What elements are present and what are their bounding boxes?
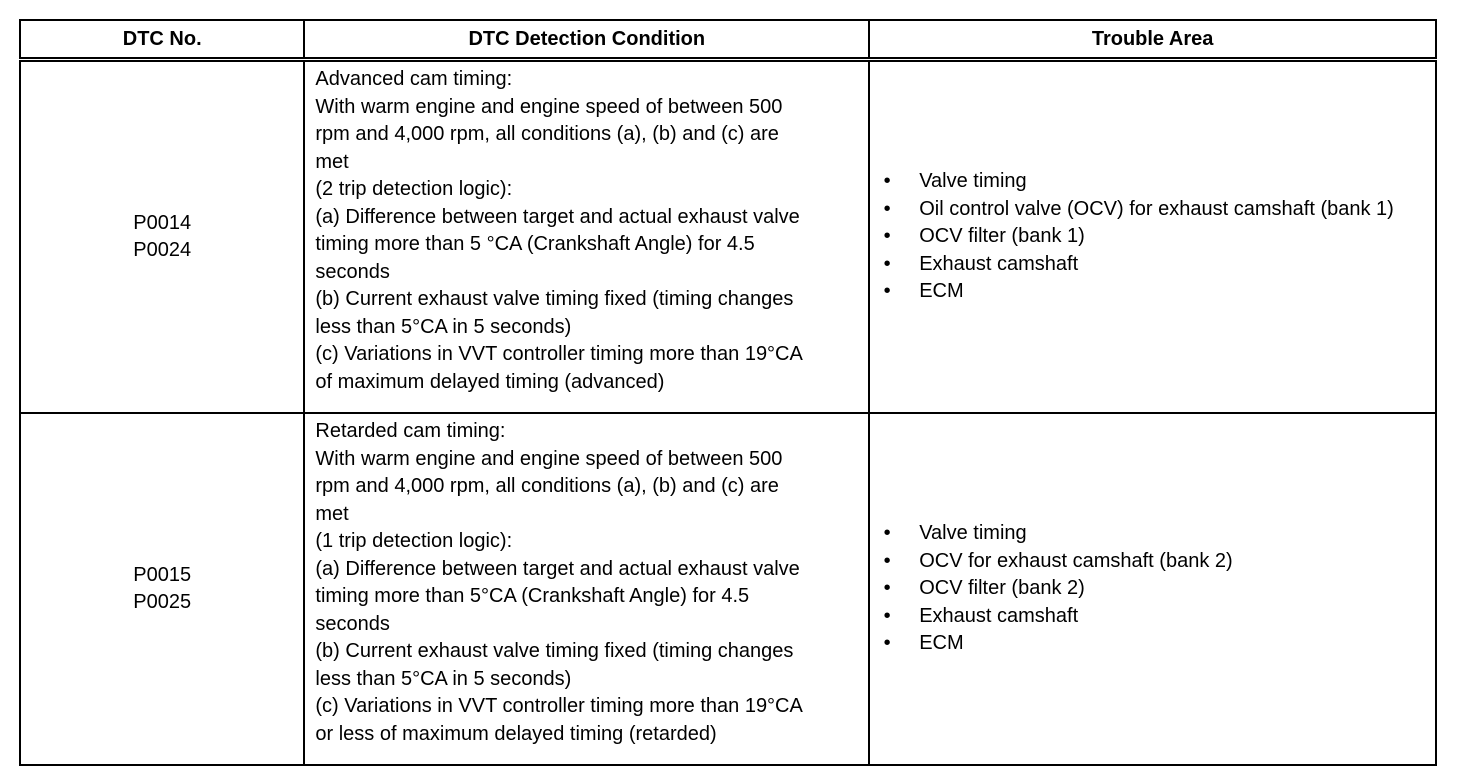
condition-line: timing more than 5 °CA (Crankshaft Angle) for 4.5 bbox=[315, 233, 755, 255]
condition-line: (a) Difference between target and actual exhaust valve bbox=[315, 557, 800, 580]
condition-line: (b) Current exhaust valve timing fixed (timing changes bbox=[315, 288, 794, 310]
trouble-area-item bbox=[880, 520, 1425, 548]
bullet-icon: • bbox=[883, 225, 891, 248]
trouble-area-item bbox=[880, 168, 1425, 196]
condition-line: (2 trip detection logic): bbox=[315, 178, 513, 200]
trouble-area-list bbox=[880, 168, 1425, 306]
trouble-area-item bbox=[880, 278, 1425, 306]
bullet-icon: • bbox=[883, 604, 891, 627]
condition-line: seconds bbox=[315, 612, 390, 635]
detection-condition-cell bbox=[304, 413, 869, 765]
table-row bbox=[20, 60, 1436, 414]
condition-line: less than 5°CA in 5 seconds) bbox=[315, 315, 572, 338]
trouble-area-item bbox=[880, 548, 1425, 576]
trouble-area-text: OCV filter (bank 1) bbox=[919, 225, 1085, 248]
condition-line: less than 5°CA in 5 seconds) bbox=[315, 667, 572, 690]
condition-line: Advanced cam timing: bbox=[315, 68, 513, 90]
bullet-icon: • bbox=[883, 632, 891, 655]
condition-line: (c) Variations in VVT controller timing more than 19°CA bbox=[315, 343, 803, 365]
trouble-area-list bbox=[880, 520, 1425, 658]
trouble-area-text: ECM bbox=[919, 280, 964, 303]
trouble-area-item bbox=[880, 630, 1425, 658]
condition-line: of maximum delayed timing (advanced) bbox=[315, 370, 665, 393]
condition-line: (a) Difference between target and actual exhaust valve bbox=[315, 205, 800, 228]
header-detection-condition: DTC Detection Condition bbox=[304, 20, 869, 60]
condition-line: With warm engine and engine speed of between 500 bbox=[315, 95, 783, 118]
dtc-code: P0024 bbox=[133, 239, 192, 261]
trouble-area-item bbox=[880, 251, 1425, 279]
bullet-icon: • bbox=[883, 252, 891, 275]
trouble-area-text: Exhaust camshaft bbox=[919, 604, 1079, 627]
condition-line: seconds bbox=[315, 260, 390, 283]
condition-line: With warm engine and engine speed of between 500 bbox=[315, 447, 783, 470]
trouble-area-item bbox=[880, 575, 1425, 603]
trouble-area-text: OCV filter (bank 2) bbox=[919, 577, 1085, 600]
trouble-area-item bbox=[880, 196, 1425, 224]
table-row bbox=[20, 413, 1436, 765]
bullet-icon: • bbox=[883, 577, 891, 600]
trouble-area-text: ECM bbox=[919, 632, 964, 655]
header-dtc-no: DTC No. bbox=[20, 20, 304, 60]
trouble-area-text: Valve timing bbox=[919, 170, 1027, 193]
bullet-icon: • bbox=[883, 170, 891, 193]
bullet-icon: • bbox=[883, 197, 891, 220]
trouble-area-text: OCV for exhaust camshaft (bank 2) bbox=[919, 549, 1233, 572]
dtc-code: P0015 bbox=[133, 563, 192, 586]
header-row bbox=[20, 20, 1436, 60]
trouble-area-text: Oil control valve (OCV) for exhaust camshaft (bank 1) bbox=[919, 197, 1394, 220]
trouble-area-item bbox=[880, 223, 1425, 251]
trouble-area-cell bbox=[869, 413, 1436, 765]
condition-line: Retarded cam timing: bbox=[315, 420, 506, 442]
dtc-code: P0014 bbox=[133, 211, 192, 234]
condition-line: rpm and 4,000 rpm, all conditions (a), (b) and (c) are bbox=[315, 475, 779, 497]
condition-line: (1 trip detection logic): bbox=[315, 530, 513, 552]
dtc-code-cell bbox=[20, 60, 304, 414]
detection-condition-cell bbox=[304, 60, 869, 414]
condition-line: met bbox=[315, 502, 349, 525]
bullet-icon: • bbox=[883, 280, 891, 303]
condition-line: timing more than 5°CA (Crankshaft Angle) for 4.5 bbox=[315, 585, 750, 607]
condition-line: (c) Variations in VVT controller timing more than 19°CA bbox=[315, 695, 803, 717]
trouble-area-item bbox=[880, 603, 1425, 631]
dtc-table bbox=[19, 19, 1437, 766]
trouble-area-text: Valve timing bbox=[919, 522, 1027, 545]
dtc-code-cell bbox=[20, 413, 304, 765]
condition-line: met bbox=[315, 150, 349, 173]
condition-line: (b) Current exhaust valve timing fixed (timing changes bbox=[315, 640, 794, 662]
trouble-area-cell bbox=[869, 60, 1436, 414]
condition-line: rpm and 4,000 rpm, all conditions (a), (b) and (c) are bbox=[315, 123, 779, 145]
bullet-icon: • bbox=[883, 549, 891, 572]
condition-line: or less of maximum delayed timing (retarded) bbox=[315, 722, 717, 745]
dtc-code: P0025 bbox=[133, 591, 192, 613]
bullet-icon: • bbox=[883, 522, 891, 545]
header-trouble-area: Trouble Area bbox=[869, 20, 1436, 60]
trouble-area-text: Exhaust camshaft bbox=[919, 252, 1079, 275]
